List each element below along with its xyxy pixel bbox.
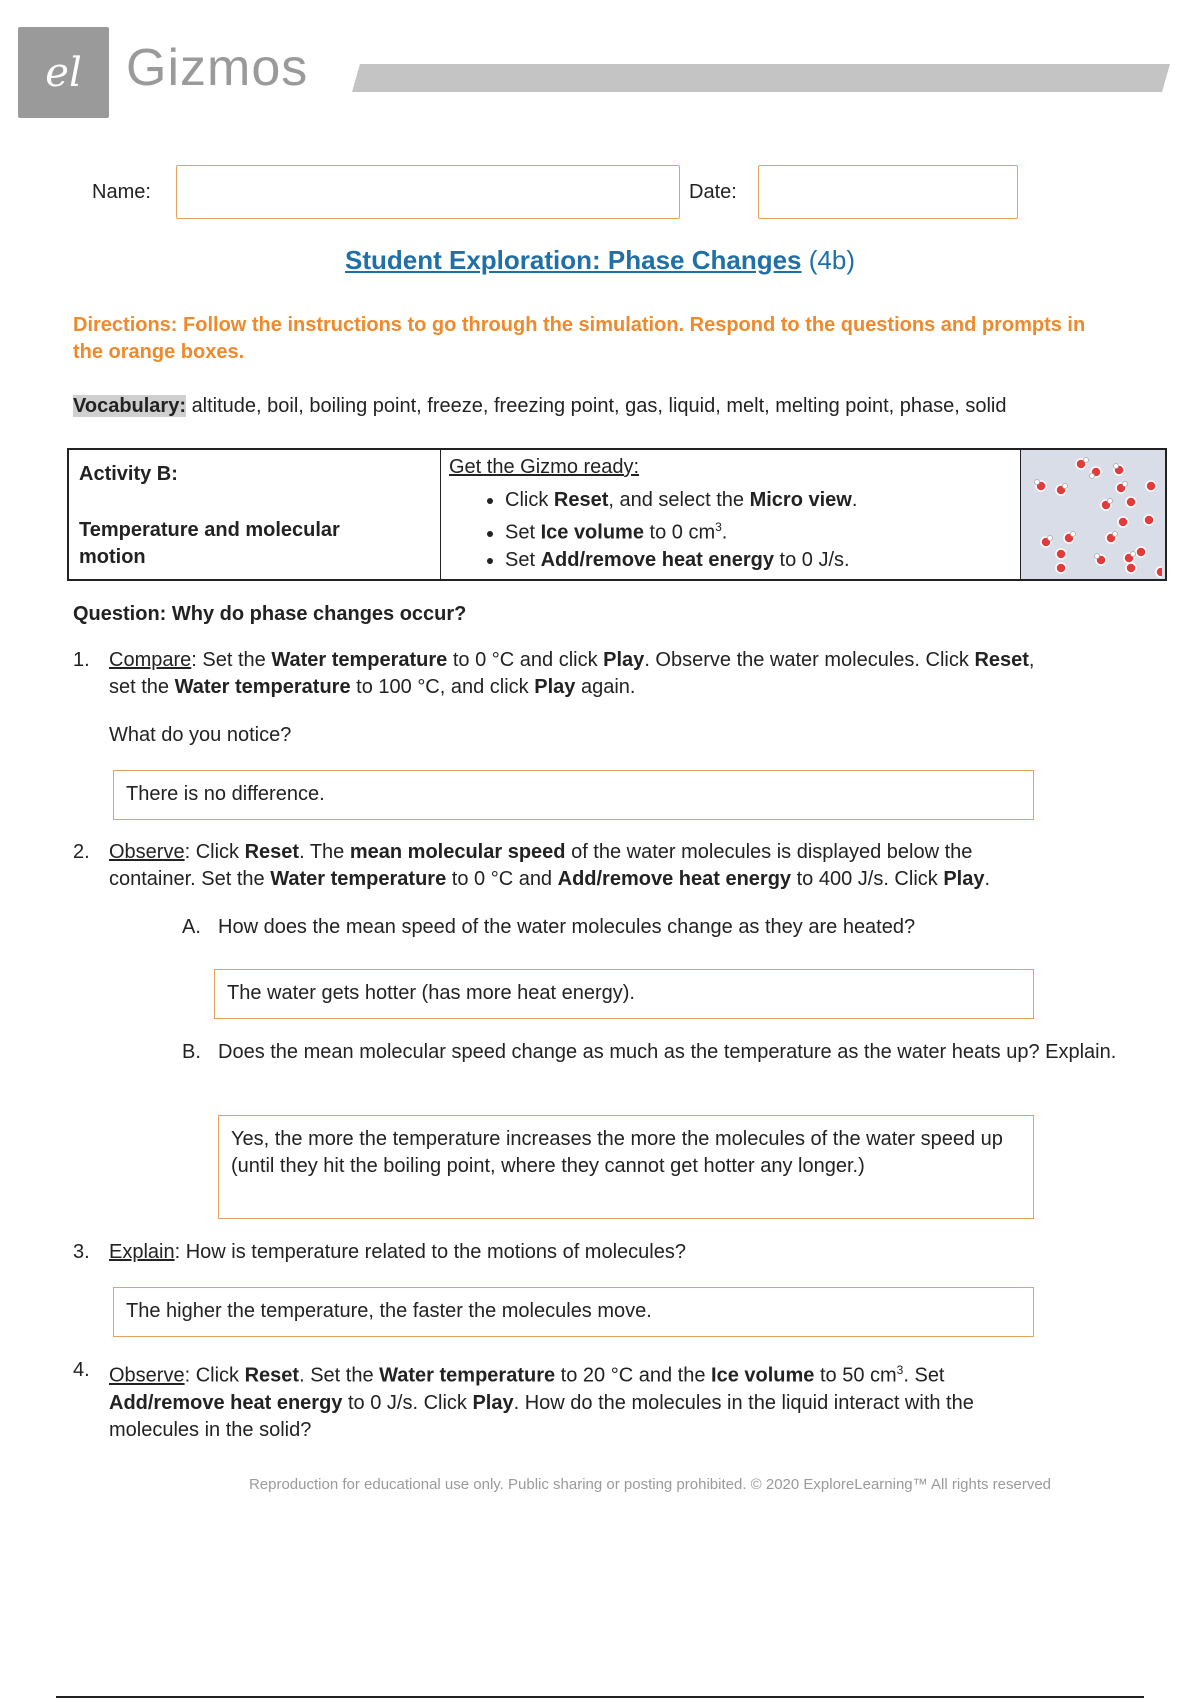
gizmo-ready-cell: [449, 454, 1009, 574]
ready-steps: [449, 487, 1009, 574]
q4-number: 4.: [73, 1359, 90, 1381]
q3-number: 3.: [73, 1241, 90, 1263]
date-label: Date:: [689, 181, 737, 203]
ready-step: • Set Ice volume to 0 $cm^3$.: [505, 514, 1009, 547]
q2-number: 2.: [73, 841, 90, 863]
q2-text: Observe: Click Reset. The mean molecular speed of the water molecules is displayed below the container. Set the Water temperature to 0 °C and Add/remove heat energy to 400 J/s. Click Play.: [109, 841, 991, 890]
q1-prompt: What do you notice?: [109, 724, 292, 746]
vocabulary-terms: altitude, boil, boiling point, freeze, freezing point, gas, liquid, melt, melting point, phase, solid: [191, 395, 1007, 417]
activity-label: Activity B:: [79, 463, 178, 485]
q2a-label: A.: [182, 916, 201, 938]
q2a-answer-box[interactable]: [214, 969, 1034, 1019]
molecules-image: [1021, 450, 1162, 579]
activity-table: [67, 448, 1167, 581]
q3-answer-box[interactable]: [113, 1287, 1034, 1337]
vocabulary: [73, 395, 1006, 418]
page-divider: [56, 1696, 1144, 1698]
q1-number: 1.: [73, 649, 90, 671]
explorelearning-logo: [18, 27, 109, 118]
ready-step: • Set Add/remove heat energy to 0 J/s.: [505, 547, 1009, 574]
q3-answer: The higher the temperature, the faster the molecules move.: [126, 1300, 652, 1322]
q1-text: Compare: Set the Water temperature to 0 °C and click Play. Observe the water molecules. Click Reset, set the Water temperature to 100 °C, and click Play again.: [109, 649, 1035, 698]
question-heading: Question: Why do phase changes occur?: [73, 603, 467, 625]
q2b-label: B.: [182, 1041, 201, 1063]
q2b-text: Does the mean molecular speed change as much as the temperature as the water heats up? Explain.: [218, 1041, 1117, 1063]
q2b-answer-box[interactable]: [218, 1115, 1034, 1219]
ready-step: • Click Reset, and select the Micro view.: [505, 487, 1009, 514]
page-title: [0, 245, 1200, 276]
q1-answer: There is no difference.: [126, 783, 325, 805]
q2a-text: How does the mean speed of the water molecules change as they are heated?: [218, 916, 916, 938]
copyright-footer: Reproduction for educational use only. Public sharing or posting prohibited. © 2020 ExploreLearning™ All rights reserved: [248, 1476, 1052, 1493]
activity-topic: Temperature and molecular motion: [79, 519, 340, 568]
name-field[interactable]: [176, 165, 680, 219]
q2a-answer: The water gets hotter (has more heat energy).: [227, 982, 635, 1004]
date-field[interactable]: [758, 165, 1018, 219]
q1-answer-box[interactable]: [113, 770, 1034, 820]
logo-glyph: el: [45, 49, 82, 96]
directions: Directions: Follow the instructions to go through the simulation. Respond to the questions and prompts in the orange boxes.: [73, 314, 1086, 363]
title-main: Student Exploration: Phase Changes: [345, 245, 802, 275]
q2b-answer: Yes, the more the temperature increases the more the molecules of the water speed up (until they hit the boiling point, where they cannot get hotter any longer.): [231, 1128, 1003, 1177]
molecule-thumbnail: [1020, 450, 1165, 579]
q3-text: Explain: How is temperature related to the motions of molecules?: [109, 1241, 686, 1263]
vocabulary-label: Vocabulary:: [73, 395, 186, 417]
title-suffix: (4b): [808, 245, 855, 275]
brand-name: Gizmos: [126, 39, 309, 97]
activity-label-cell: [69, 450, 441, 579]
header-bar: [352, 64, 1170, 92]
name-label: Name:: [92, 181, 151, 203]
q4-text: Observe: Click Reset. Set the Water temperature to 20 °C and the Ice volume to 50 $cm^3$. Set Add/remove heat energy to 0 J/s. Click Play. How do the molecules in the liquid interact with the molecules in the solid?: [109, 1363, 974, 1441]
gizmo-ready-heading: Get the Gizmo ready:: [449, 456, 640, 478]
